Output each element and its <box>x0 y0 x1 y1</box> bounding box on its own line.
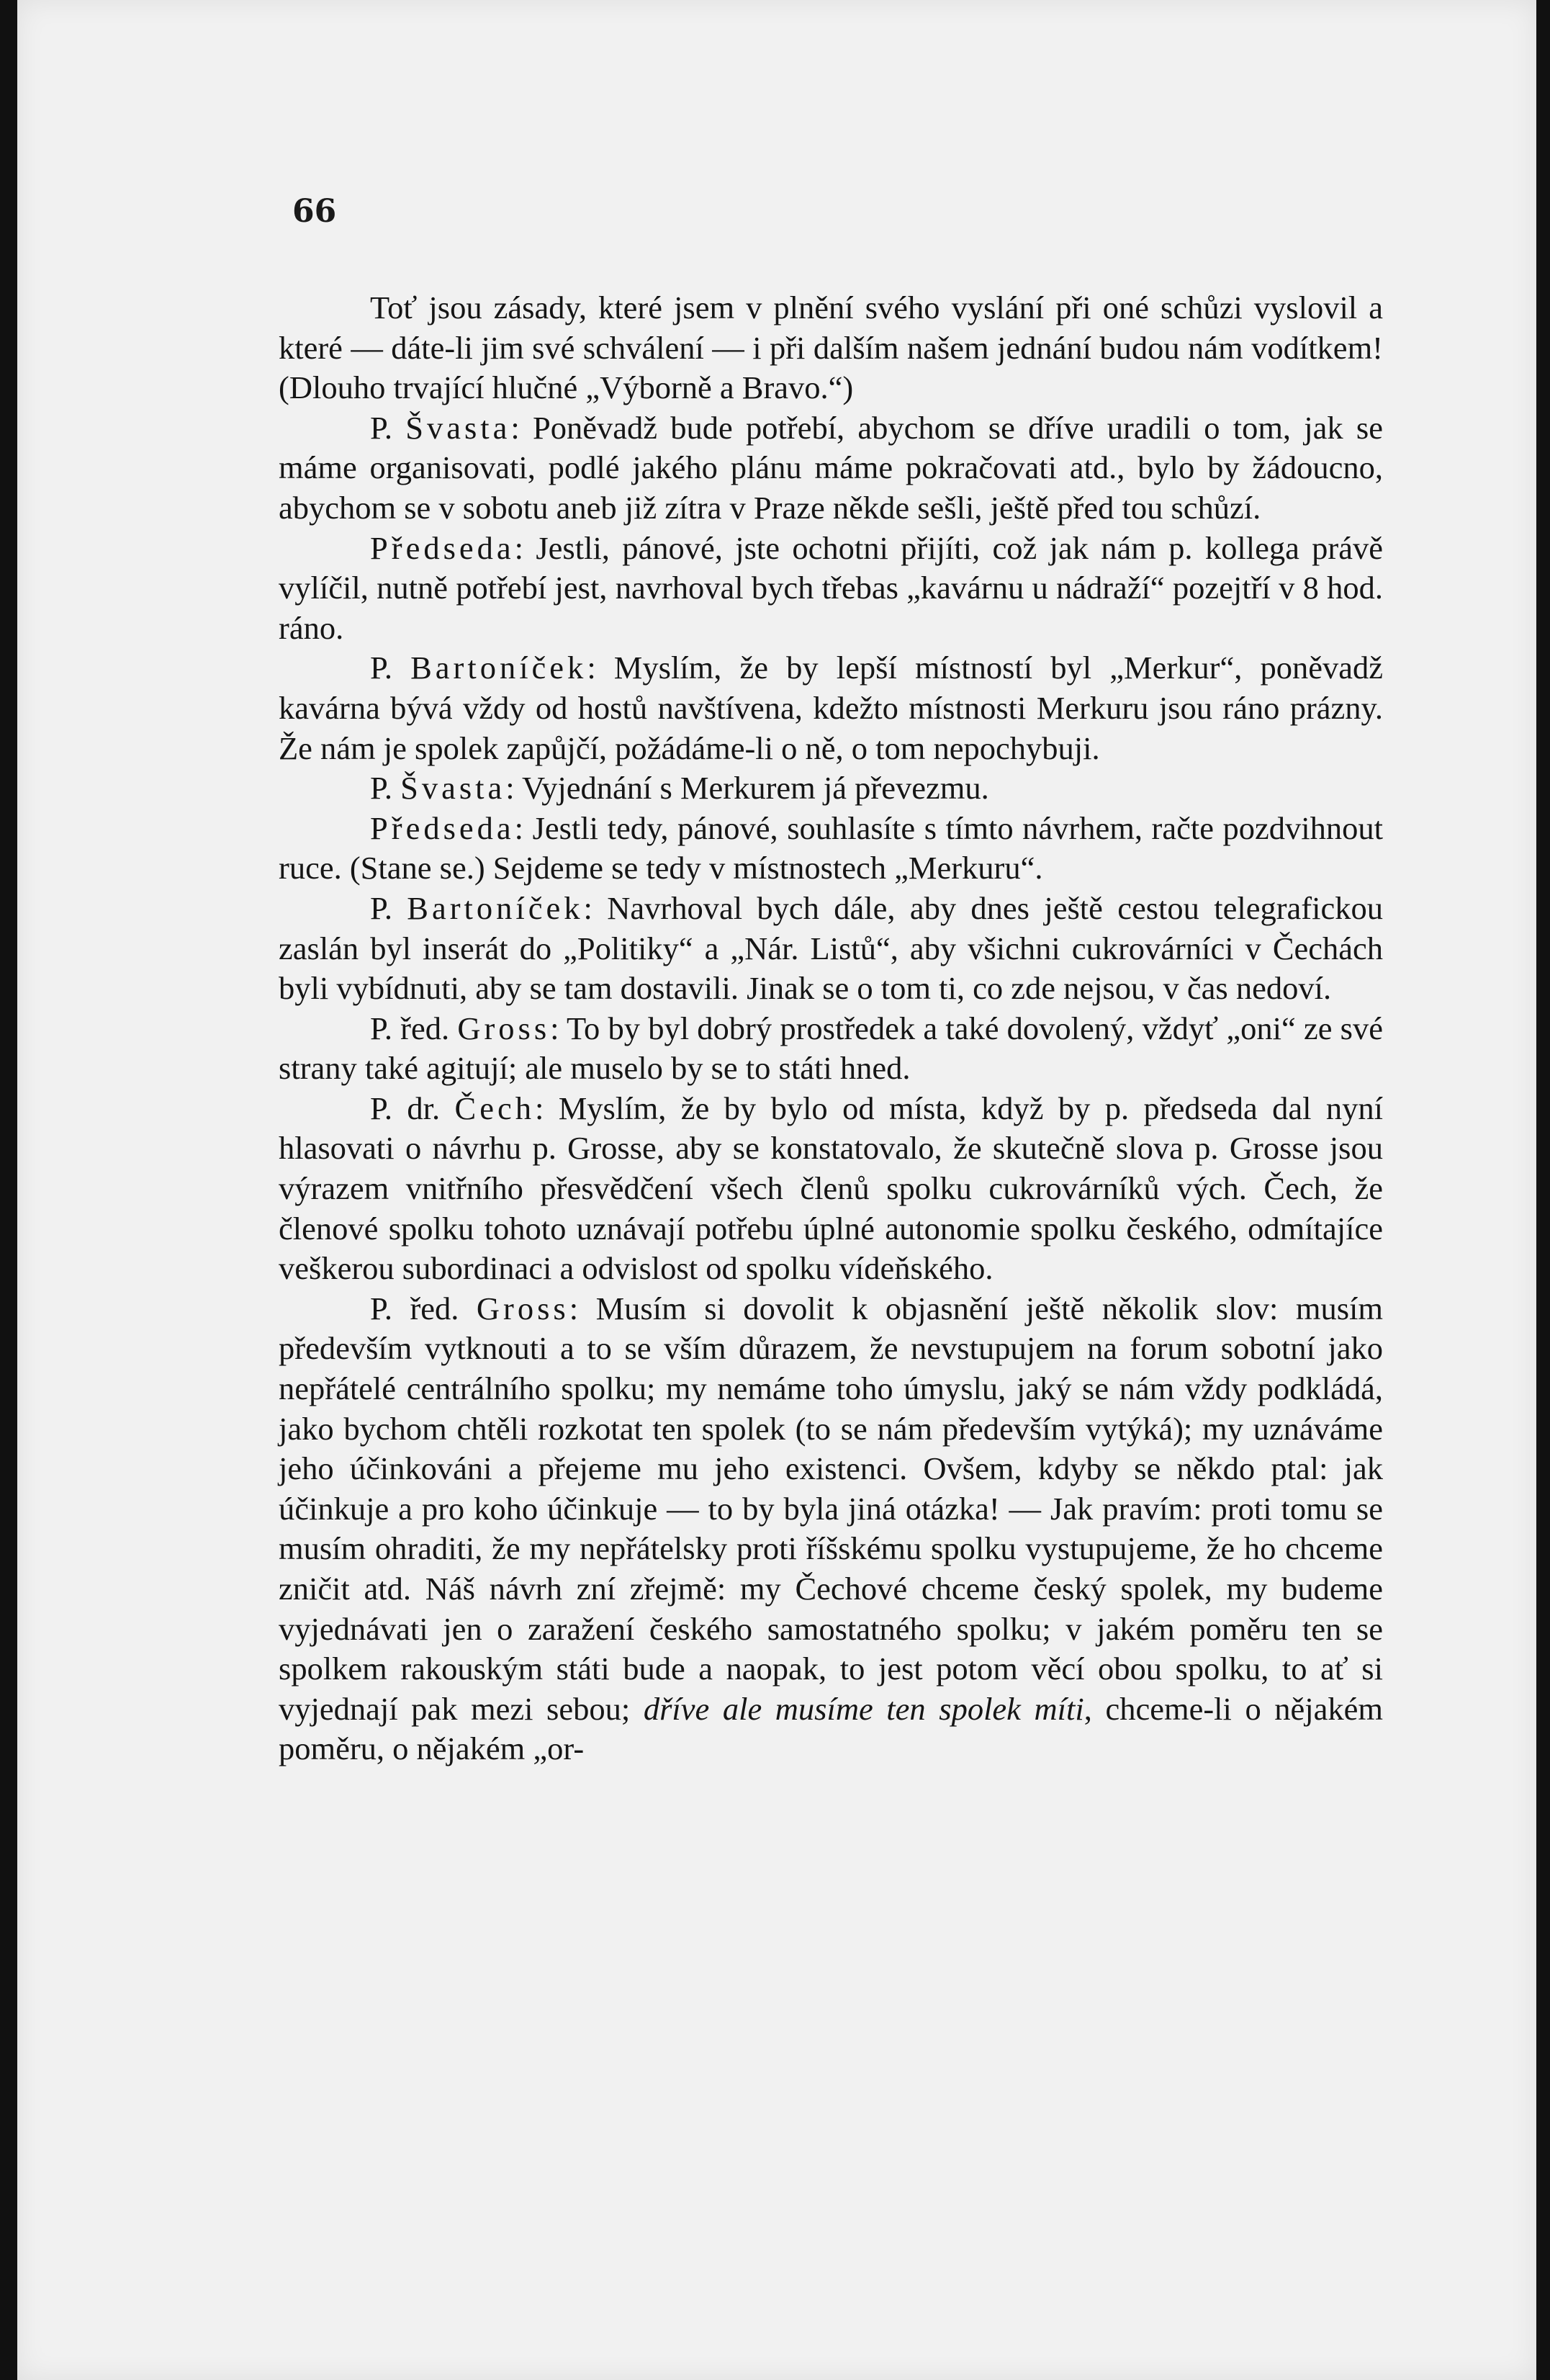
paragraph <box>279 809 1383 889</box>
text-run: : To by byl dobrý prostředek a také dovolený, vždyť „oni“ ze své strany také agitují; ale muselo by se to státi hned. <box>279 1010 1383 1087</box>
text-run: : Myslím, že by bylo od místa, když by p. předseda dal nyní hlasovati o návrhu p. Grosse, aby se konstatovalo, že skutečně slova p. Grosse jsou výrazem vnitřního přesvědčení všech členů spolku cukrovárníků vých. Čech, že členové spolku tohoto uznávají potřebu úplné autonomie spolku českého, odmítajíce veškerou subordinaci a odvislost od spolku vídeňského. <box>279 1090 1384 1287</box>
body-text <box>279 288 1383 1769</box>
emphasis-text: dříve ale musíme ten spolek míti <box>643 1690 1084 1727</box>
speaker-name: Předseda <box>370 529 515 566</box>
page-number: 66 <box>292 193 337 230</box>
text-run: P. řed. <box>370 1290 477 1326</box>
paragraph <box>279 768 1383 809</box>
speaker-name: Švasta <box>400 770 506 807</box>
text-run: : Vyjednání s Merkurem já převezmu. <box>505 770 989 807</box>
paragraph <box>279 648 1383 768</box>
speaker-name: Bartoníček <box>407 889 584 926</box>
text-run: P. <box>370 889 407 926</box>
speaker-name: Gross <box>476 1290 569 1326</box>
text-run: P. řed. <box>370 1010 458 1046</box>
document-page <box>17 0 1536 2380</box>
paragraph <box>279 1089 1383 1289</box>
text-run: : Poněvadž bude potřebí, abychom se dříve uradili o tom, jak se máme organisovati, podlé jakého plánu máme pokračovati atd., bylo by žádoucno, abychom se v sobotu aneb již zítra v Praze někde sešli, ještě před tou schůzí. <box>279 409 1383 526</box>
text-run: P. <box>370 409 406 446</box>
text-run: P. <box>370 770 401 807</box>
paragraph <box>279 529 1383 649</box>
speaker-name: Švasta <box>405 409 511 446</box>
paragraph <box>279 408 1383 529</box>
speaker-name: Bartoníček <box>410 650 587 686</box>
speaker-name: Čech <box>454 1090 535 1126</box>
paragraph <box>279 889 1383 1009</box>
text-run: P. <box>370 650 411 686</box>
paragraph <box>279 288 1383 408</box>
paragraph <box>279 1289 1383 1769</box>
speaker-name: Předseda <box>370 809 515 846</box>
text-run: : Navrhoval bych dále, aby dnes ještě cestou telegrafickou zaslán byl inserát do „Politiky“ a „Nár. Listů“, aby všichni cukrovárníci v Čechách byli vybídnuti, aby se tam dostavili. Jinak se o tom ti, co zde nejsou, v čas nedoví. <box>279 889 1383 1007</box>
text-run: : Jestli tedy, pánové, souhlasíte s tímto návrhem, račte pozdvihnout ruce. (Stane se.) Sejdeme se tedy v místnostech „Merkuru“. <box>279 809 1383 886</box>
text-run: P. dr. <box>370 1090 455 1126</box>
text-run: Toť jsou zásady, které jsem v plnění svého vyslání při oné schůzi vyslovil a které — dáte-li jim své schválení — i při dalším našem jednání budou nám vodítkem! (Dlouho trvající hlučné „Výborně a Bravo.“) <box>279 289 1383 406</box>
speaker-name: Gross <box>457 1010 551 1046</box>
text-run: , chceme-li o nějakém poměru, o nějakém „or- <box>279 1690 1384 1767</box>
paragraph <box>279 1009 1383 1089</box>
text-run: : Myslím, že by lepší místností byl „Merkur“, poněvadž kavárna bývá vždy od hostů navštívena, kdežto místnosti Merkuru jsou ráno prázny. Že nám je spolek zapůjčí, požádáme-li o ně, o tom nepochybuji. <box>279 650 1383 766</box>
text-run: : Musím si dovolit k objasnění ještě několik slov: musím především vytknouti a to se vším důrazem, že nevstupujem na forum sobotní jako nepřátelé centrálního spolku; my nemáme toho úmyslu, jaký se nám vždy podkládá, jako bychom chtěli rozkotat ten spolek (to se nám především vytýká); my uznáváme jeho účinkováni a přejeme mu jeho existenci. Ovšem, kdyby se někdo ptal: jak účinkuje a pro koho účinkuje — to by byla jiná otázka! — Jak pravím: proti tomu se musím ohraditi, že my nepřátelsky proti říšskému spolku vystupujeme, že ho chceme zničit atd. Náš návrh zní zřejmě: my Čechové chceme český spolek, my budeme vyjednávati jen o zaražení českého samostatného spolku; v jakém poměru ten se spolkem rakouským státi bude a naopak, to jest potom věcí obou spolku, to ať si vyjednají pak mezi sebou; <box>279 1290 1383 1727</box>
text-run: : Jestli, pánové, jste ochotni přijíti, což jak nám p. kollega právě vylíčil, nutně potřebí jest, navrhoval bych třebas „kavárnu u nádraží“ pozejtří v 8 hod. ráno. <box>279 529 1383 646</box>
